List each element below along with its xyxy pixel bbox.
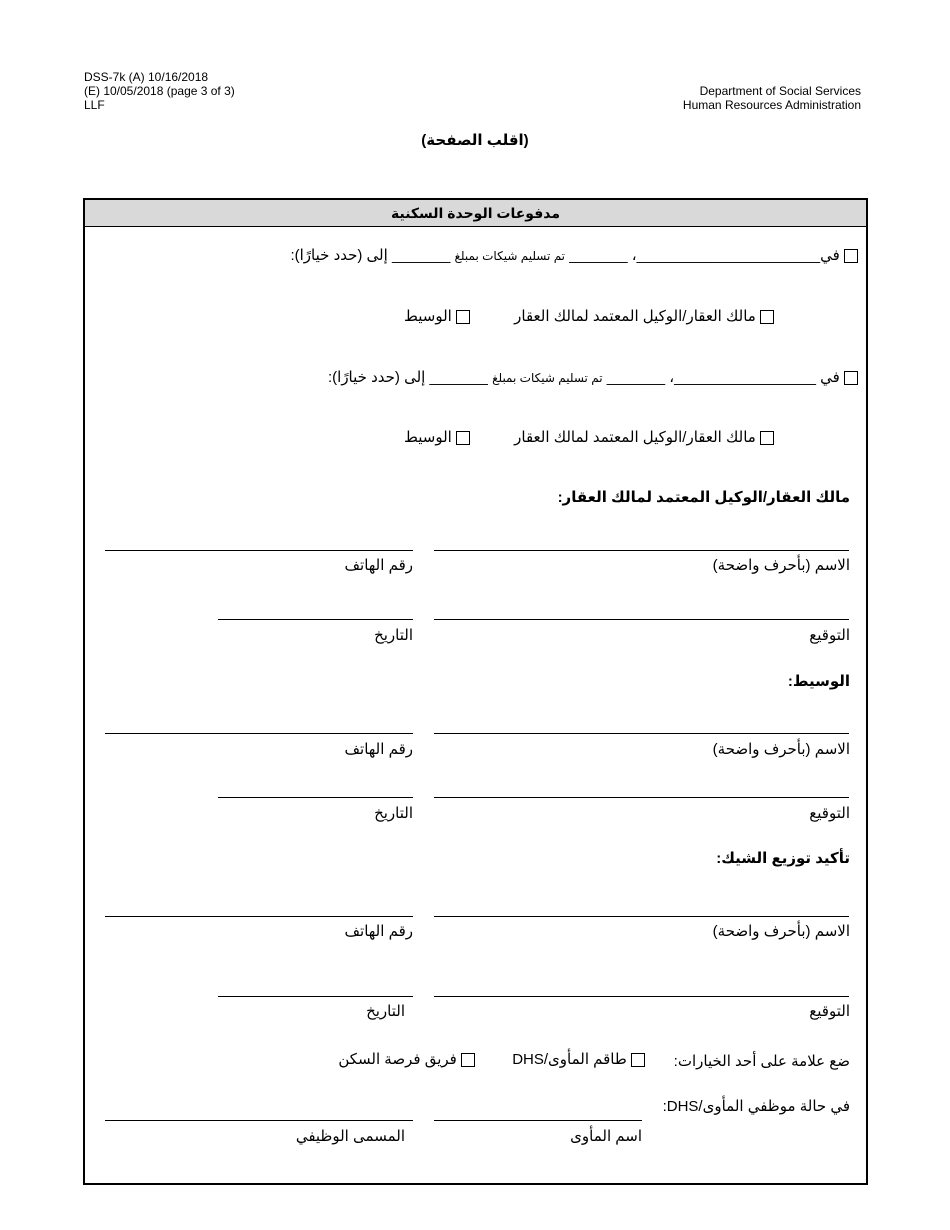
shelter-name-label: اسم المأوى — [570, 1128, 642, 1145]
payment-line-1: في______________________، _______ تم تسليم شيكات بمبلغ _______ إلى (حدد خيارًا): — [290, 246, 858, 264]
broker-signature-label: التوقيع — [809, 805, 850, 822]
shelter-staff-option[interactable]: طاقم المأوى/DHS — [512, 1050, 645, 1068]
confirm-name-line[interactable] — [434, 916, 849, 917]
confirm-phone-label: رقم الهاتف — [344, 923, 413, 940]
broker-date-line[interactable] — [218, 797, 413, 798]
payment-line-2: في _________________، _______ تم تسليم شيكات بمبلغ _______ إلى (حدد خيارًا): — [328, 368, 858, 386]
landlord-checkbox-1[interactable] — [760, 310, 774, 324]
check-one-prompt: ضع علامة على أحد الخيارات: — [673, 1053, 850, 1070]
confirm-phone-line[interactable] — [105, 916, 413, 917]
job-title-label: المسمى الوظيفي — [295, 1128, 405, 1145]
confirm-section-title: تأكيد توزيع الشيك: — [716, 850, 850, 867]
confirm-date-line[interactable] — [218, 996, 413, 997]
form-version: (E) 10/05/2018 (page 3 of 3) — [84, 84, 235, 98]
landlord-name-line[interactable] — [434, 550, 849, 551]
confirm-date-label: التاريخ — [366, 1003, 405, 1020]
broker-name-label: الاسم (بأحرف واضحة) — [712, 741, 850, 758]
landlord-phone-label: رقم الهاتف — [344, 557, 413, 574]
form-header-left — [84, 70, 235, 112]
housing-team-option[interactable]: فريق فرصة السكن — [338, 1050, 475, 1068]
payment-2-amount-blank[interactable]: _______ — [429, 369, 488, 386]
form-id: DSS-7k (A) 10/16/2018 — [84, 70, 209, 84]
payment-1-option-landlord[interactable]: مالك العقار/الوكيل المعتمد لمالك العقار — [514, 307, 774, 325]
landlord-phone-line[interactable] — [105, 550, 413, 551]
shelter-staff-checkbox[interactable] — [631, 1053, 645, 1067]
landlord-signature-label: التوقيع — [809, 627, 850, 644]
payment-2-checkbox[interactable] — [844, 371, 858, 385]
broker-signature-line[interactable] — [434, 797, 849, 798]
landlord-date-line[interactable] — [218, 619, 413, 620]
payment-2-option-landlord[interactable]: مالك العقار/الوكيل المعتمد لمالك العقار — [514, 428, 774, 446]
payment-1-option-broker[interactable]: الوسيط — [404, 307, 470, 325]
broker-checkbox-2[interactable] — [456, 431, 470, 445]
payment-2-option-broker[interactable]: الوسيط — [404, 428, 470, 446]
broker-phone-label: رقم الهاتف — [344, 741, 413, 758]
payment-1-count-blank[interactable]: _______ — [569, 247, 628, 264]
administration-name: Human Resources Administration — [682, 98, 861, 112]
shelter-name-line[interactable] — [434, 1120, 642, 1121]
landlord-checkbox-2[interactable] — [760, 431, 774, 445]
job-title-line[interactable] — [105, 1120, 413, 1121]
box-title: مدفوعات الوحدة السكنية — [85, 200, 866, 227]
broker-phone-line[interactable] — [105, 733, 413, 734]
broker-name-line[interactable] — [434, 733, 849, 734]
landlord-date-label: التاريخ — [374, 627, 413, 644]
dhs-staff-prompt: في حالة موظفي المأوى/DHS: — [662, 1098, 850, 1115]
payment-1-amount-blank[interactable]: _______ — [391, 247, 451, 264]
department-name: Department of Social Services — [699, 84, 861, 98]
payment-1-date-blank[interactable]: ______________________ — [636, 247, 821, 264]
confirm-signature-line[interactable] — [434, 996, 849, 997]
confirm-name-label: الاسم (بأحرف واضحة) — [712, 923, 850, 940]
broker-date-label: التاريخ — [374, 805, 413, 822]
form-header-right — [683, 84, 861, 112]
landlord-name-label: الاسم (بأحرف واضحة) — [712, 557, 850, 574]
payment-2-date-blank[interactable]: _________________ — [674, 369, 816, 386]
form-code: LLF — [84, 98, 105, 112]
housing-team-checkbox[interactable] — [461, 1053, 475, 1067]
broker-checkbox-1[interactable] — [456, 310, 470, 324]
housing-payments-box — [83, 198, 868, 1185]
payment-2-count-blank[interactable]: _______ — [606, 369, 666, 386]
turn-page-note: (اقلب الصفحة) — [421, 132, 529, 149]
landlord-section-title: مالك العقار/الوكيل المعتمد لمالك العقار: — [557, 489, 850, 506]
confirm-signature-label: التوقيع — [809, 1003, 850, 1020]
broker-section-title: الوسيط: — [787, 673, 850, 690]
landlord-signature-line[interactable] — [434, 619, 849, 620]
payment-1-checkbox[interactable] — [844, 249, 858, 263]
